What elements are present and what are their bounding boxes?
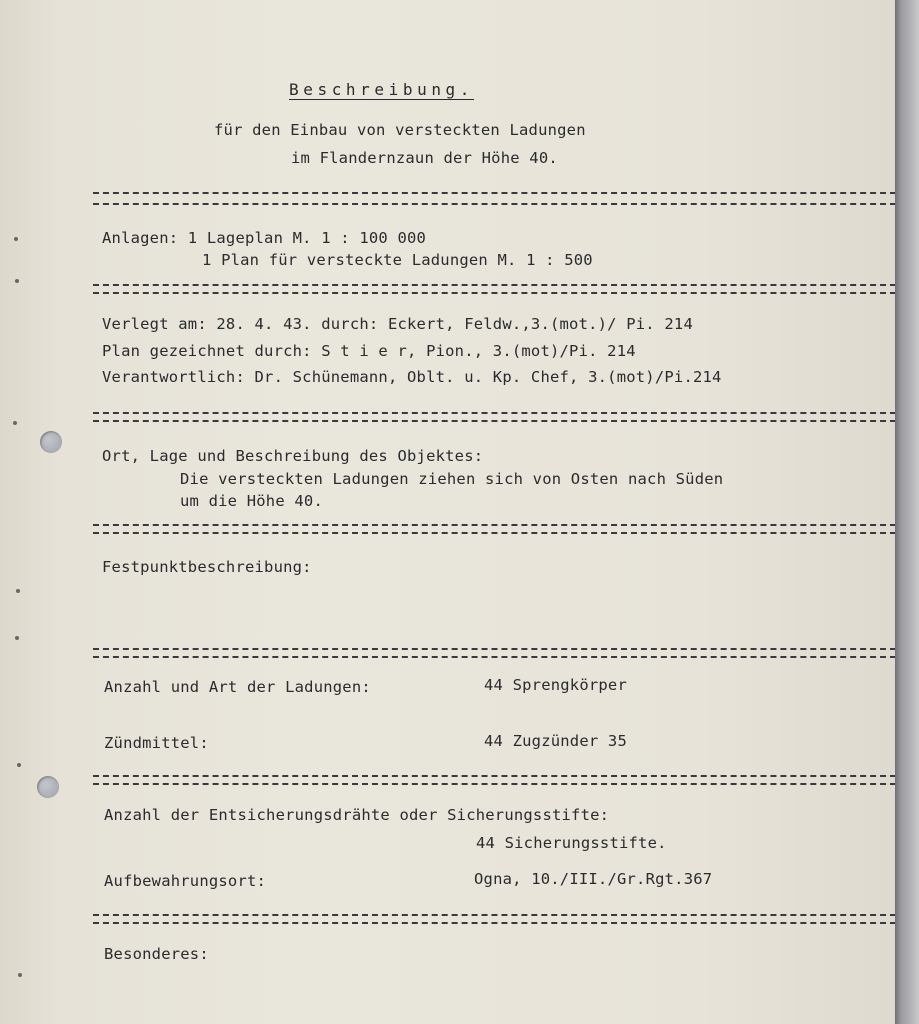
dashed-divider (93, 922, 896, 924)
punch-hole-top (40, 431, 62, 453)
dashed-divider (93, 775, 896, 777)
paper-speck (17, 763, 21, 767)
sicherung-label: Anzahl der Entsicherungsdrähte oder Sicherungsstifte: (104, 806, 610, 824)
verantwortlich-line: Verantwortlich: Dr. Schünemann, Oblt. u. Kp. Chef, 3.(mot)/Pi.214 (102, 368, 722, 386)
sicherung-value: 44 Sicherungsstifte. (476, 834, 667, 852)
dashed-divider (93, 532, 896, 534)
ort-description-line-1: Die versteckten Ladungen ziehen sich von Osten nach Süden (180, 470, 724, 488)
dashed-divider (93, 203, 896, 205)
anlagen-line-2: 1 Plan für versteckte Ladungen M. 1 : 500 (202, 251, 593, 269)
dashed-divider (93, 783, 896, 785)
zuendmittel-value: 44 Zugzünder 35 (484, 732, 627, 750)
dashed-divider (93, 914, 896, 916)
dashed-divider (93, 292, 896, 294)
ort-heading: Ort, Lage und Beschreibung des Objektes: (102, 447, 484, 465)
ort-description-line-2: um die Höhe 40. (180, 492, 323, 510)
verlegt-line: Verlegt am: 28. 4. 43. durch: Eckert, Feldw.,3.(mot.)/ Pi. 214 (102, 315, 693, 333)
paper-speck (16, 589, 20, 593)
punch-hole-bottom (37, 776, 59, 798)
subtitle-line-2: im Flandernzaun der Höhe 40. (291, 149, 558, 167)
paper-speck (15, 279, 19, 283)
dashed-divider (93, 192, 896, 194)
aufbewahrungsort-label: Aufbewahrungsort: (104, 872, 267, 890)
besonderes-label: Besonderes: (104, 945, 209, 963)
dashed-divider (93, 524, 896, 526)
binder-edge (895, 0, 919, 1024)
paper-speck (18, 973, 22, 977)
dashed-divider (93, 420, 896, 422)
dashed-divider (93, 656, 896, 658)
plan-gezeichnet-line: Plan gezeichnet durch: S t i e r, Pion., 3.(mot)/Pi. 214 (102, 342, 636, 360)
dashed-divider (93, 648, 896, 650)
aufbewahrungsort-value: Ogna, 10./III./Gr.Rgt.367 (474, 870, 713, 888)
dashed-divider (93, 412, 896, 414)
subtitle-line-1: für den Einbau von versteckten Ladungen (214, 121, 586, 139)
paper-speck (13, 421, 17, 425)
paper-speck (15, 636, 19, 640)
ladungen-value: 44 Sprengkörper (484, 676, 627, 694)
anlagen-line-1: Anlagen: 1 Lageplan M. 1 : 100 000 (102, 229, 427, 247)
zuendmittel-label: Zündmittel: (104, 734, 209, 752)
ladungen-label: Anzahl und Art der Ladungen: (104, 678, 371, 696)
dashed-divider (93, 284, 896, 286)
paper-speck (14, 237, 18, 241)
festpunkt-heading: Festpunktbeschreibung: (102, 558, 312, 576)
document-title: Beschreibung. (289, 80, 475, 99)
